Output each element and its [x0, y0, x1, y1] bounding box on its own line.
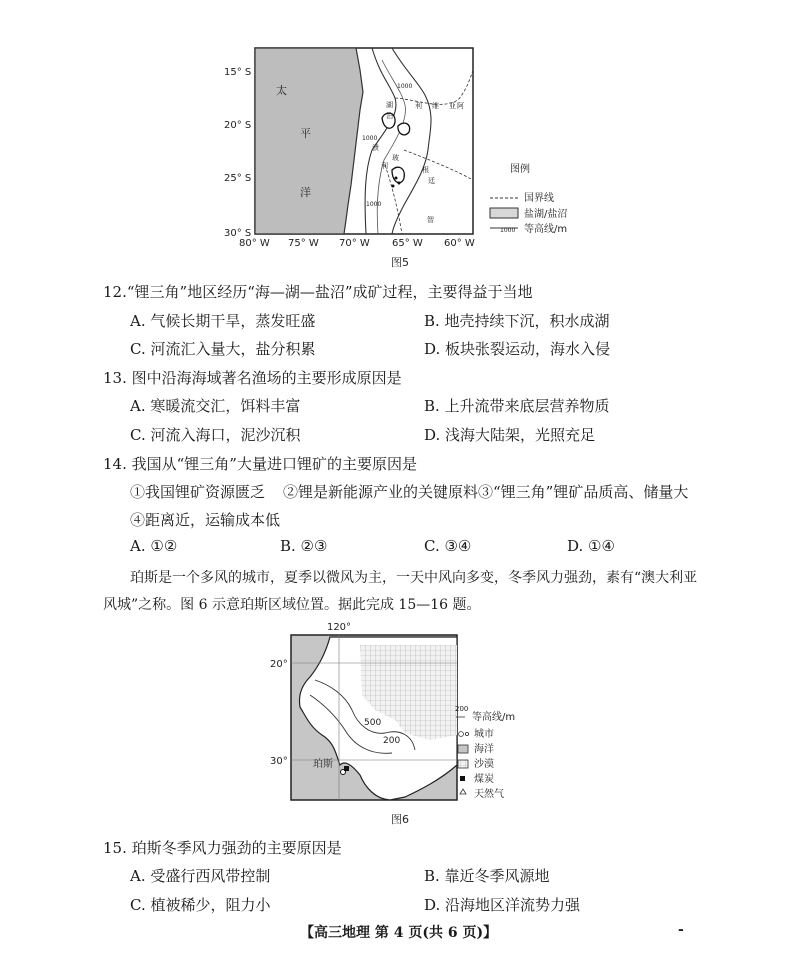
figure-5-caption: 图5	[391, 256, 409, 269]
map-region-char: 泊	[386, 112, 393, 120]
longitude-label: 65° W	[392, 238, 423, 249]
legend-salt-label: 盐湖/盐沼	[524, 209, 568, 220]
legend-sea-label: 海洋	[474, 744, 494, 755]
question-12-option-a[interactable]: A. 气候长期干旱，蒸发旺盛	[130, 312, 316, 330]
contour-value-label: 1000	[397, 83, 413, 90]
figure-5-map	[0, 0, 800, 270]
question-14-statement-2: ②锂是新能源产业的关键原料	[283, 483, 479, 501]
map-region-char: 阿	[457, 102, 464, 110]
map-region-char: 根	[422, 166, 429, 174]
legend-contour-number: 1000	[500, 227, 516, 234]
figure-5	[0, 0, 800, 270]
pacific-ocean	[255, 48, 363, 234]
question-15-option-d[interactable]: D. 沿海地区洋流势力强	[424, 896, 581, 914]
map-region-char: 玻	[392, 154, 399, 162]
question-13-option-a[interactable]: A. 寒暖流交汇，饵料丰富	[130, 397, 301, 415]
map-region-char: 利	[415, 102, 422, 110]
contour-value-label: 1000	[362, 135, 378, 142]
latitude-label: 20°	[270, 659, 288, 670]
legend-contour-number: 200	[455, 705, 469, 713]
question-14-option-d[interactable]: D. ①④	[567, 537, 615, 555]
city-label: 珀斯	[313, 759, 333, 770]
question-13-stem: 13. 图中沿海海域著名渔场的主要形成原因是	[103, 369, 402, 387]
legend-contour-label: 等高线/m	[472, 712, 516, 723]
question-12-stem: 12.“锂三角”地区经历“海—湖—盐沼”成矿过程，主要得益于当地	[103, 283, 533, 301]
figure-6-caption: 图6	[391, 813, 409, 826]
question-13-option-c[interactable]: C. 河流入海口，泥沙沉积	[130, 426, 301, 444]
map-region-char: 湖	[386, 101, 393, 109]
contour-value-label: 1000	[366, 201, 382, 208]
question-14-option-a[interactable]: A. ①②	[130, 537, 178, 555]
longitude-label: 70° W	[339, 238, 370, 249]
contour-value-label: 200	[383, 736, 401, 746]
passage-line-1: 珀斯是一个多风的城市，夏季以微风为主，一天中风向多变，冬季风力强劲，素有“澳大利亚	[130, 570, 698, 586]
question-13-option-b[interactable]: B. 上升流带来底层营养物质	[424, 397, 610, 415]
latitude-label: 25° S	[224, 173, 252, 184]
ocean-name-char: 洋	[300, 186, 311, 199]
latitude-label: 30° S	[224, 228, 252, 239]
latitude-label: 30°	[270, 756, 288, 767]
map-region-char: 维	[432, 102, 439, 110]
longitude-label: 80° W	[239, 238, 270, 249]
question-15-stem: 15. 珀斯冬季风力强劲的主要原因是	[103, 839, 342, 857]
figure-6	[0, 615, 800, 830]
latitude-label: 20° S	[224, 120, 252, 131]
question-12-option-d[interactable]: D. 板块张裂运动，海水入侵	[424, 340, 611, 358]
question-15-option-c[interactable]: C. 植被稀少，阻力小	[130, 896, 271, 914]
question-12-option-c[interactable]: C. 河流汇入量大，盐分积累	[130, 340, 316, 358]
ocean-name-char: 平	[300, 127, 311, 140]
question-14-statement-4: ④距离近，运输成本低	[130, 511, 281, 529]
question-14-option-c[interactable]: C. ③④	[424, 537, 472, 555]
map-region-char: 亚	[449, 102, 456, 110]
question-15-option-b[interactable]: B. 靠近冬季风源地	[424, 867, 550, 885]
salt-lake	[398, 123, 410, 135]
ocean-name-char: 太	[276, 84, 287, 97]
map-region-char: 利	[381, 162, 388, 170]
question-12-option-b[interactable]: B. 地壳持续下沉，积水成湖	[424, 312, 610, 330]
legend-coal-label: 煤炭	[474, 774, 494, 785]
longitude-label: 60° W	[444, 238, 475, 249]
contour-value-label: 500	[364, 718, 382, 728]
question-15-option-a[interactable]: A. 受盛行西风带控制	[130, 867, 271, 885]
map-region-char: 智	[427, 216, 434, 224]
question-14-statement-1: ①我国锂矿资源匮乏	[130, 483, 266, 501]
legend-gas-label: 天然气	[474, 789, 504, 800]
legend-title: 图例	[510, 164, 530, 175]
legend-contour-label: 等高线/m	[524, 224, 568, 235]
latitude-label: 15° S	[224, 67, 252, 78]
question-14-statement-3: ③“锂三角”锂矿品质高、储量大	[478, 483, 689, 501]
legend-city-label: 城市	[474, 729, 494, 740]
legend-border-label: 国界线	[524, 193, 554, 204]
footer-mark: -	[678, 922, 684, 938]
figure-6-map	[0, 615, 800, 830]
question-14-option-b[interactable]: B. ②③	[280, 537, 328, 555]
page-footer: 【高三地理 第 4 页(共 6 页)】	[300, 925, 498, 941]
question-13-option-d[interactable]: D. 浅海大陆架，光照充足	[424, 426, 596, 444]
longitude-label: 75° W	[288, 238, 319, 249]
question-14-stem: 14. 我国从“锂三角”大量进口锂矿的主要原因是	[103, 455, 417, 473]
map-region-char: 廷	[428, 177, 435, 185]
map-region-char: 溃	[372, 144, 379, 152]
legend-desert-label: 沙漠	[474, 759, 494, 770]
longitude-label: 120°	[326, 622, 352, 633]
passage-line-2: 风城”之称。图 6 示意珀斯区域位置。据此完成 15—16 题。	[103, 597, 481, 613]
